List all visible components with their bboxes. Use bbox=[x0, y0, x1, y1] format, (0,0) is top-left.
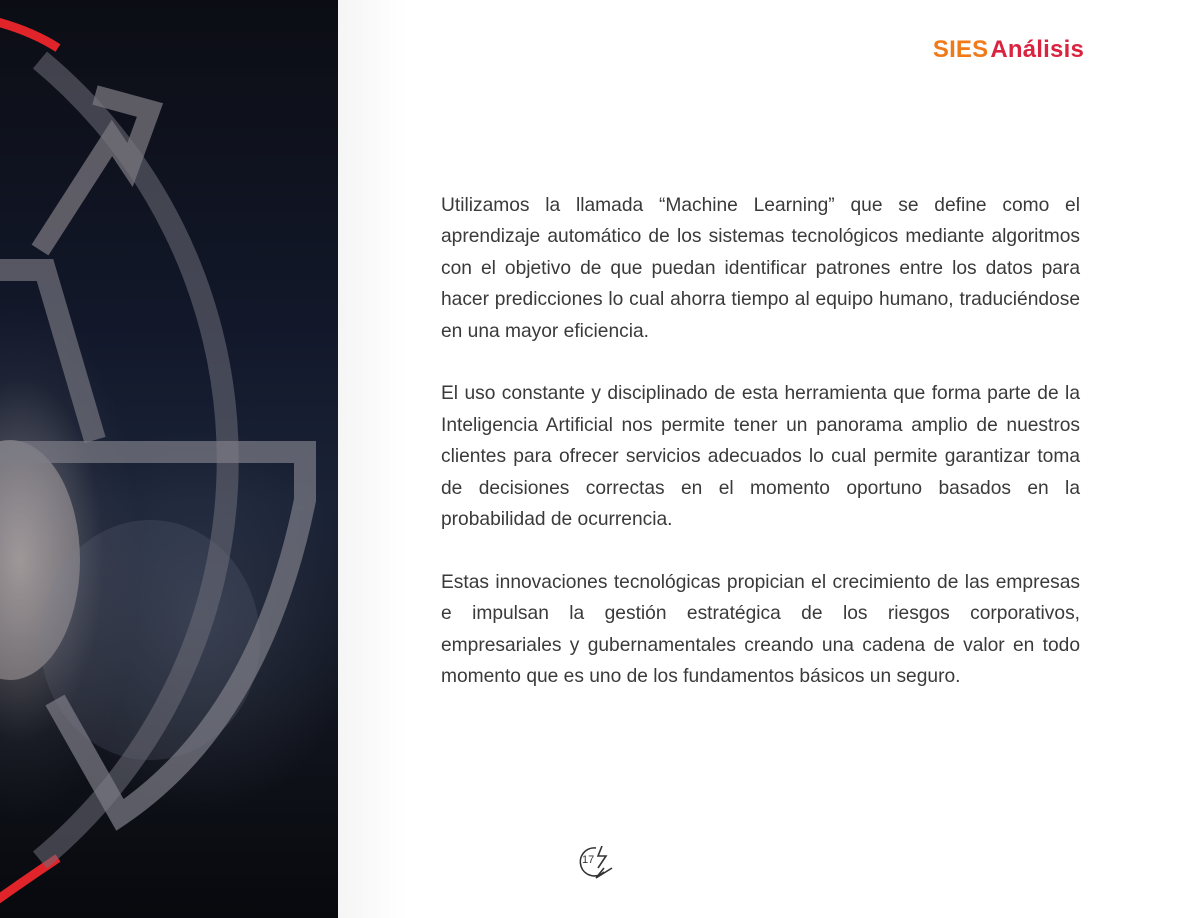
cover-photo-panel bbox=[0, 0, 338, 918]
red-arc-top bbox=[0, 20, 58, 48]
page-gutter-shadow bbox=[338, 0, 408, 918]
hud-overlay-graphic bbox=[0, 0, 338, 918]
page-number: 17 bbox=[582, 854, 595, 866]
body-text bbox=[441, 190, 1080, 724]
page-number-badge bbox=[576, 842, 616, 882]
paragraph-artificial-intelligence: El uso constante y disciplinado de esta herramienta que forma parte de la Inteligencia Artificial nos permite tener un panorama amplio de nuestros clientes para ofrecer servicios adecuados lo cual permite garantizar toma de decisiones correctas en el momento oportuno basados en la probabilidad de ocurrencia. bbox=[441, 383, 1080, 531]
paragraph-innovations: Estas innovaciones tecnológicas propician el crecimiento de las empresas e impulsan la gestión estratégica de los riesgos corporativos, empresariales y gubernamentales creando una cadena de valor en todo momento que es uno de los fundamentos básicos un seguro. bbox=[441, 571, 1080, 688]
brand-logo bbox=[933, 36, 1084, 64]
brand-analisis: Análisis bbox=[990, 36, 1084, 63]
paragraph-machine-learning: Utilizamos la llamada “Machine Learning” que se define como el aprendizaje automático de los sistemas tecnológicos mediante algoritmos con el objetivo de que puedan identificar patrones entre los datos para hacer predicciones lo cual ahorra tiempo al equipo humano, traduciéndose en una mayor eficiencia. bbox=[441, 195, 1080, 342]
brand-sies: SIES bbox=[932, 36, 989, 63]
